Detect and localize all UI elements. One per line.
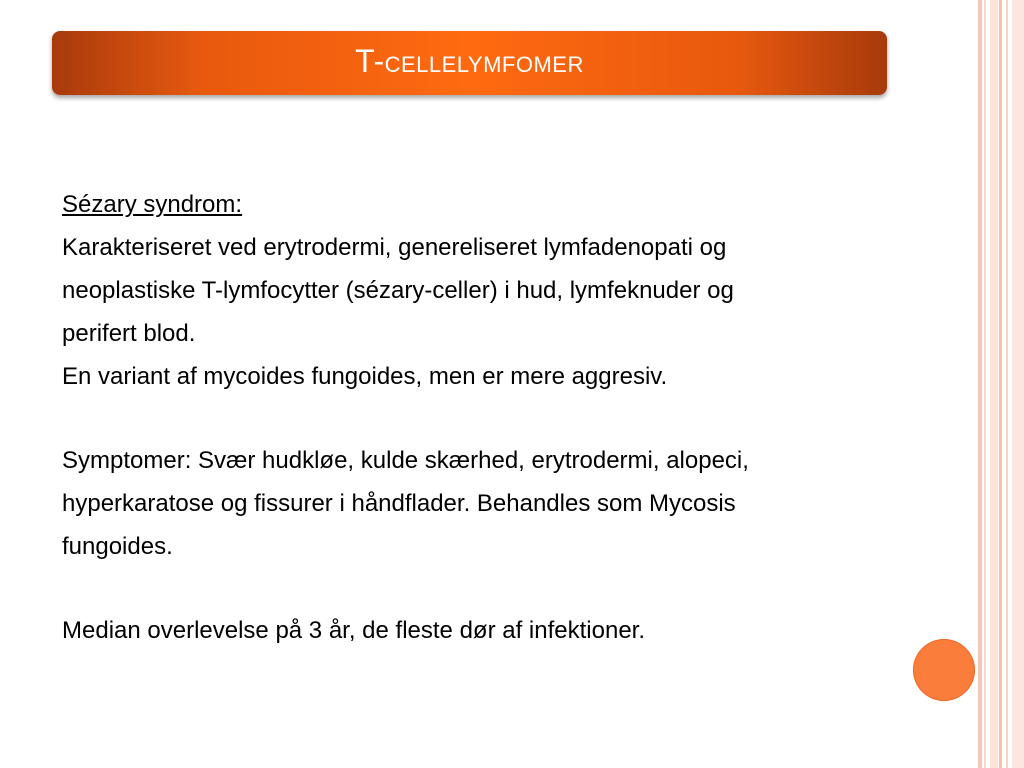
- body-line: neoplastiske T-lymfocytter (sézary-celler) i hud, lymfeknuder og: [62, 277, 734, 304]
- paragraph-gap: [62, 398, 922, 439]
- body-line: fungoides.: [62, 533, 173, 560]
- decorative-circle: [913, 639, 975, 701]
- decorative-stripe: [978, 0, 982, 768]
- section-heading-sezary: Sézary syndrom:: [62, 191, 243, 218]
- title-bar: [52, 31, 887, 95]
- decorative-stripe: [984, 0, 986, 768]
- slide-title: T-cellelymfomer: [355, 42, 584, 79]
- decorative-stripe: [1012, 0, 1024, 768]
- decorative-stripe: [999, 0, 1002, 768]
- body-line: perifert blod.: [62, 320, 196, 347]
- slide-body: [62, 183, 922, 652]
- body-line: hyperkaratose og fissurer i håndflader. Behandles som Mycosis: [62, 490, 736, 517]
- body-line: En variant af mycoides fungoides, men er mere aggresiv.: [62, 363, 668, 390]
- decorative-stripe: [1006, 0, 1008, 768]
- body-line: Karakteriseret ved erytrodermi, genereliseret lymfadenopati og: [62, 234, 727, 261]
- body-line: Symptomer: Svær hudkløe, kulde skærhed, erytrodermi, alopeci,: [62, 447, 749, 474]
- decorative-stripe: [990, 0, 998, 768]
- paragraph-gap: [62, 568, 922, 609]
- body-line: Median overlevelse på 3 år, de fleste dør af infektioner.: [62, 617, 645, 644]
